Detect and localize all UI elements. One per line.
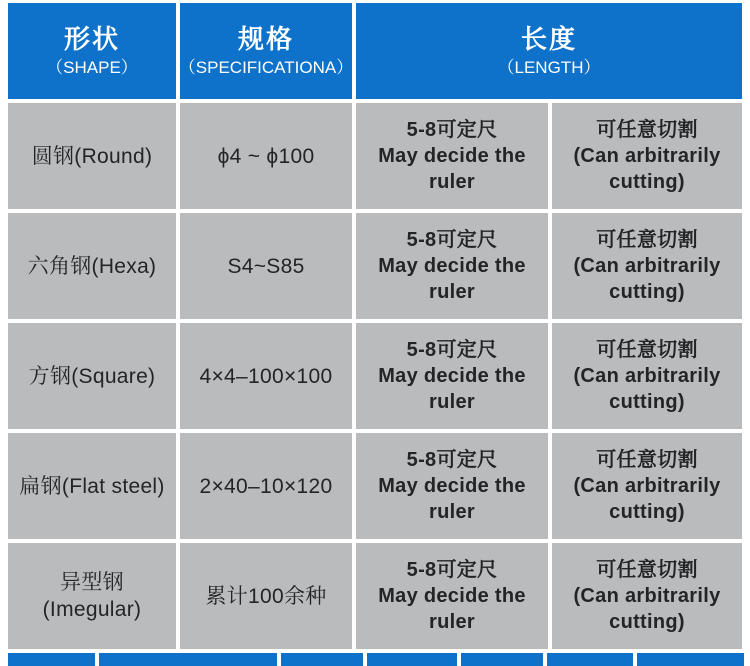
length-fixed-line3: ruler [429, 391, 475, 413]
length-cut-line3: cutting) [609, 171, 685, 193]
spec-cell-hexa [180, 213, 352, 319]
spec-cell-square [180, 323, 352, 429]
length-cut-line3: cutting) [609, 391, 685, 413]
length-cut-line1: 可任意切割 [596, 339, 698, 361]
partial-next-row-cell-6 [547, 653, 633, 666]
shape-text: 异型钢 [60, 571, 124, 594]
length-cut-line2: (Can arbitrarily [573, 255, 721, 277]
length-cut-line3: cutting) [609, 281, 685, 303]
header-length-en: （LENGTH） [497, 58, 601, 77]
length-cut-line2: (Can arbitrarily [573, 145, 721, 167]
length-cut-cell-irregular [552, 543, 742, 649]
length-fixed-cell-hexa [356, 213, 548, 319]
length-fixed-line2: May decide the [378, 145, 526, 167]
header-cell-specification [180, 3, 352, 99]
steel-spec-table [8, 3, 742, 649]
spec-text: 累计100余种 [205, 584, 327, 608]
length-cut-cell-flat [552, 433, 742, 539]
length-fixed-line2: May decide the [378, 585, 526, 607]
length-fixed-cell-round [356, 103, 548, 209]
length-fixed-cell-square [356, 323, 548, 429]
shape-cell-square [8, 323, 176, 429]
shape-cell-hexa [8, 213, 176, 319]
shape-cell-irregular [8, 543, 176, 649]
shape-text: 六角钢(Hexa) [27, 254, 157, 278]
length-cut-line2: (Can arbitrarily [573, 585, 721, 607]
shape-text: 圆钢(Round) [31, 144, 153, 168]
length-cut-line2: (Can arbitrarily [573, 365, 721, 387]
shape-text-line2: (Imegular) [42, 598, 142, 621]
header-shape-en: （SHAPE） [46, 58, 138, 77]
length-cut-cell-square [552, 323, 742, 429]
length-cut-line2: (Can arbitrarily [573, 475, 721, 497]
length-cut-line1: 可任意切割 [596, 559, 698, 581]
partial-next-row-cell-3 [281, 653, 363, 666]
partial-next-row-cell-5 [461, 653, 543, 666]
spec-text: 2×40–10×120 [199, 474, 333, 498]
spec-cell-irregular [180, 543, 352, 649]
length-fixed-cell-flat [356, 433, 548, 539]
header-shape-zh: 形状 [63, 24, 120, 54]
length-fixed-line1: 5-8可定尺 [406, 229, 498, 251]
length-fixed-line1: 5-8可定尺 [406, 339, 498, 361]
length-cut-cell-round [552, 103, 742, 209]
length-fixed-line1: 5-8可定尺 [406, 559, 498, 581]
length-cut-line1: 可任意切割 [596, 229, 698, 251]
length-fixed-line3: ruler [429, 281, 475, 303]
header-cell-shape [8, 3, 176, 99]
length-cut-line1: 可任意切割 [596, 119, 698, 141]
spec-cell-flat [180, 433, 352, 539]
shape-cell-round [8, 103, 176, 209]
spec-cell-round [180, 103, 352, 209]
shape-text: 扁钢(Flat steel) [19, 474, 165, 498]
header-cell-length [356, 3, 742, 99]
length-cut-line3: cutting) [609, 611, 685, 633]
length-fixed-line1: 5-8可定尺 [406, 119, 498, 141]
shape-cell-flat [8, 433, 176, 539]
spec-text: 4×4–100×100 [199, 364, 333, 388]
length-fixed-line3: ruler [429, 171, 475, 193]
length-cut-line1: 可任意切割 [596, 449, 698, 471]
length-fixed-cell-irregular [356, 543, 548, 649]
length-fixed-line3: ruler [429, 611, 475, 633]
partial-next-row-cell-7 [637, 653, 744, 666]
length-fixed-line2: May decide the [378, 365, 526, 387]
partial-next-row-cell-4 [367, 653, 457, 666]
partial-next-row-cell-2 [99, 653, 277, 666]
spec-text: S4~S85 [227, 254, 305, 278]
length-cut-line3: cutting) [609, 501, 685, 523]
header-spec-zh: 规格 [237, 24, 294, 54]
partial-next-row-cell-1 [8, 653, 95, 666]
length-fixed-line2: May decide the [378, 255, 526, 277]
shape-text: 方钢(Square) [28, 364, 156, 388]
header-length-zh: 长度 [520, 24, 577, 54]
spec-text: ϕ4 ~ ϕ100 [217, 144, 315, 168]
header-spec-en: （SPECIFICATIONA） [178, 58, 354, 77]
length-cut-cell-hexa [552, 213, 742, 319]
length-fixed-line3: ruler [429, 501, 475, 523]
length-fixed-line2: May decide the [378, 475, 526, 497]
length-fixed-line1: 5-8可定尺 [406, 449, 498, 471]
